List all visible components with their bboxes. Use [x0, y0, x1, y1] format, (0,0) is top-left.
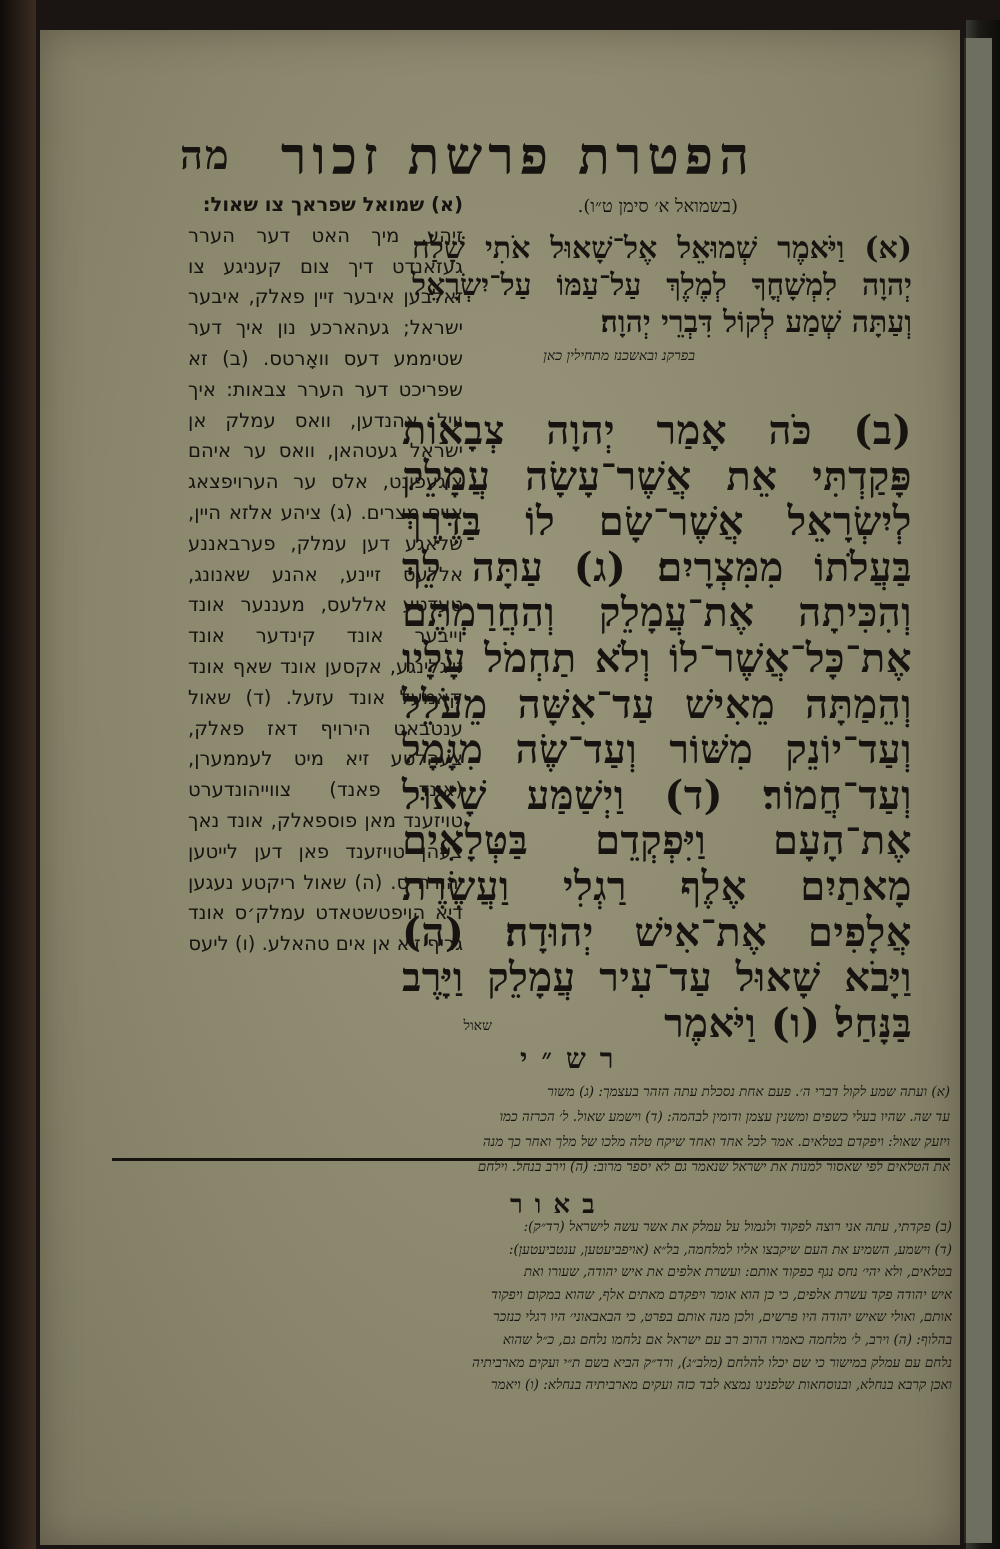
page-number: מה — [180, 132, 231, 179]
page-title: הפטרת פרשת זכור — [280, 126, 755, 187]
biur-line: בטלאים, ולא יהי׳ נחס נגף כפקוד אותם: ועשרת אלפים את איש יהודה, שעורו ואת — [523, 1264, 952, 1281]
biur-line: (ד) וישמע, השמיע את העם שיקבצו אליו למלחמה, בל״א (אויפביעטען, ענטביעטען): — [508, 1241, 952, 1258]
biur-commentary — [110, 1216, 952, 1397]
rashi-commentary — [112, 1080, 950, 1180]
yiddish-heading: (א) שמואל שפראך צו שאול: — [202, 193, 463, 216]
rashi-line: את הטלאים לפי שאסור למנות את ישראל שנאמר גם לא יספר מרוב: (ה) וירב בנחל. וילחם — [477, 1159, 950, 1175]
biur-heading: באור — [510, 1190, 607, 1220]
biur-line: אותם, ואולי שאיש יהודה היו פרשים, ולכן מנה אותם בפרט, כי הבאבאוני׳ היו רגלי כנזכר — [493, 1309, 952, 1326]
hebrew-verses-2-6: (ב) כֹּה אָמַר יְהוָה צְבָאוֹת פָּקַדְתִּי אֵת אֲשֶׁר־עָשָׂה עֲמָלֵק לְיִשְׂרָאֵל אֲשֶׁר־שָׂם לוֹ בַּדֶּרֶךְ בַּעֲלֹתוֹ מִמִּצְרָיִם׃ (ג) עַתָּה לֵךְ וְהִכִּיתָה אֶת־עֲמָלֵק וְהַחֲרַמְתֶּם אֶת־כָּל־אֲשֶׁר־לוֹ וְלֹא תַחְמֹל עָלָיו וְהֵמַתָּה מֵאִישׁ עַד־אִשָּׁה מֵעֹלֵל וְעַד־יוֹנֵק מִשּׁוֹר וְעַד־שֶׂה מִגָּמָל וְעַד־חֲמוֹר׃ (ד) וַיְשַׁמַּע שָׁאוּל אֶת־הָעָם וַיִּפְקְדֵם בַּטְּלָאִים מָאתַיִם אֶלֶף רַגְלִי וַעֲשֶׂרֶת אֲלָפִים אֶת־אִישׁ יְהוּדָה׃ (ה) וַיָּבֹא שָׁאוּל עַד־עִיר עֲמָלֵק וַיָּרֶב בַּנָּחַל׃ (ו) וַיֹּאמֶר — [402, 407, 912, 1047]
masoretic-note: בפרקנ ובאשכנז מתחילין כאן — [543, 348, 695, 364]
catchword: שאול — [463, 1018, 492, 1034]
source-reference: (בשמואל א׳ סימן ט״ו). — [577, 196, 738, 217]
book-page — [40, 30, 960, 1545]
hebrew-verse-1: (א) וַיֹּאמֶר שְׁמוּאֵל אֶל־שָׁאוּל אֹתִי שָׁלַח יְהוָה לִמְשָׁחֳךָ לְמֶלֶךְ עַל־עַמּוֹ עַל־יִשְׂרָאֵל וְעַתָּה שְׁמַע לְקוֹל דִּבְרֵי יְהוָה׃ — [412, 231, 912, 340]
rashi-line: ויזעק שאול: ויפקדם בטלאים. אמר לכל אחד ואחד שיקח טלה מלכו של מלך ואחר כך מנה — [482, 1134, 950, 1150]
book-binding-left — [0, 0, 36, 1549]
yiddish-text: זיהע, מיך האט דער הערר געזאנדט דיך צום קעניגע צו זאלבען איבער זיין פאלק, איבער ישראל; געהארכע נון איך דער שטיממע דעס וואָרטס. (ב) זא שפריכט דער הערר צבאות: איך וויל אהנדען, וואס עמלק אן ישראל געטהאן, וואס ער איהם צוגעפינט, אלס ער הערויפצאג אויס מצרים. (ג) ציהע אלזא היין, שלאגע דען עמלק, פערבאננע אללעס זיינע, אהנע שאנונג, טעדטע אללעס, מעננער אונד וייבער אונד קינדער אונד זייגלינגע, אקסען אונד שאף אונד קאמעל אונד עזעל. (ד) שאול ענטבאט הירויף דאז פאלק, צעהלטע זיא מיט לעממערן, (אונד פאנד) צווייהונדערט טויזענד מאן פוספאלק, אונד נאך צעהן טויזענד פאן דען לייטען יהודה׳ס. (ה) שאול ריקטע נעגען דיא הויפטשטאדט עמלק׳ס אונד גריף זיא אן אים טהאלע. (ו) ליעס — [188, 223, 463, 956]
section-divider — [112, 1158, 950, 1161]
biur-line: בהלוף: (ה) וירב, ל׳ מלחמה כאמרו הרוב רב עם ישראל אם נלחמו נלחם גם, כ״ל שהוא — [502, 1331, 952, 1348]
adjacent-page-edge — [964, 38, 992, 1543]
biur-line: (ב) פקדתי, עתה אני רוצה לפקוד ולגמול על עמלק את אשר עשה לישראל (רד״ק): — [523, 1219, 952, 1235]
biur-line: ואכן קרבא בנחלא, ובנוסחאות שלפנינו נמצא לבד כזה ועקים מארביתיה בנחלא: (ו) ויאמר — [490, 1377, 952, 1394]
biur-line: איש יהודה פקד עשרת אלפים, כי כן הוא אומר ויפקדם מאתים אלף, שהוא במקום ויפקוד — [491, 1286, 952, 1303]
rashi-line: עד שה. שהיו בעלי כשפים ומשנין עצמן ודומין לבהמה: (ד) וישמע שאול. ל׳ הכרזה כמו — [499, 1109, 950, 1125]
rashi-heading: רש״י — [520, 1042, 628, 1075]
biur-line: נלחם עם עמלק במישור כי שם יכלו להלחם (מלב״ג), ורד״ק הביא בשם ת״י ועקים מארביתיה — [472, 1354, 952, 1371]
rashi-line: (א) ועתה שמע לקול דברי ה׳. פעם אחת נסכלת עתה הזהר בעצמך: (ג) משור — [547, 1084, 950, 1100]
